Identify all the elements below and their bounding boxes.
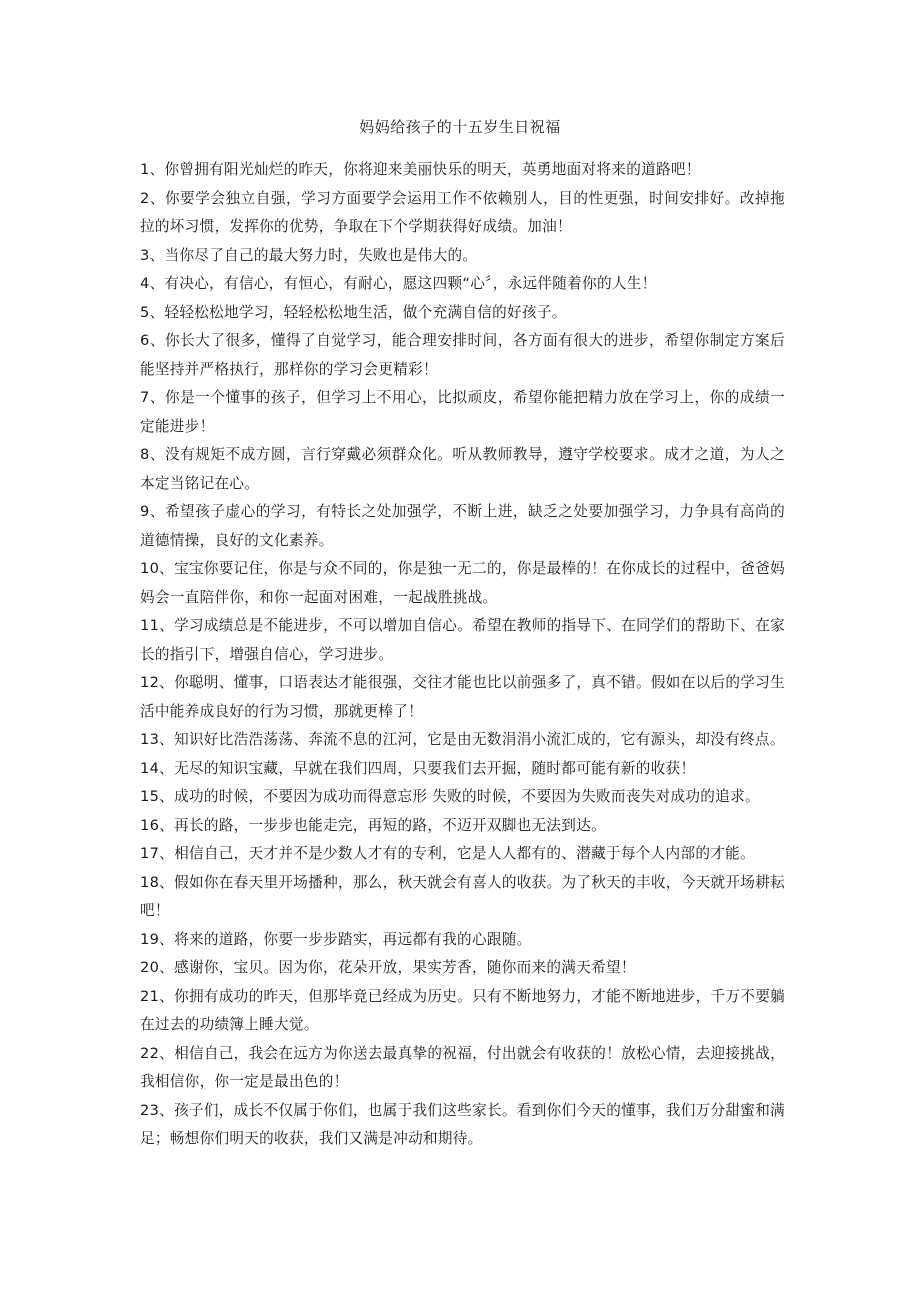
list-item-2: 2、你要学会独立自强，学习方面要学会运用工作不依赖别人，目的性更强，时间安排好。改掉拖拉的坏习惯，发挥你的优势，争取在下个学期获得好成绩。加油！ <box>140 189 785 235</box>
list-item-20: 20、感谢你，宝贝。因为你，花朵开放，果实芳香，随你而来的满天希望！ <box>140 959 636 976</box>
list-item-4: 4、有决心，有信心，有恒心，有耐心，愿这四颗“心〞，永远伴随着你的人生！ <box>140 275 657 292</box>
list-item-17: 17、相信自己，天才并不是少数人才有的专利，它是人人都有的、潜藏于每个人内部的才能。 <box>140 845 755 862</box>
list-item-22: 22、相信自己，我会在远方为你送去最真挚的祝福，付出就会有收获的！放松心情，去迎接挑战，我相信你，你一定是最出色的！ <box>140 1044 785 1090</box>
list-item-11: 11、学习成绩总是不能进步，不可以增加自信心。希望在教师的指导下、在同学们的帮助下、在家长的指引下，增强自信心，学习进步。 <box>140 617 785 663</box>
list-item-7: 7、你是一个懂事的孩子，但学习上不用心，比拟顽皮，希望你能把精力放在学习上，你的成绩一定能进步！ <box>140 389 785 435</box>
list-item-5: 5、轻轻松松地学习，轻轻松松地生活，做个充满自信的好孩子。 <box>140 303 567 321</box>
list-item-23: 23、孩子们，成长不仅属于你们，也属于我们这些家长。看到你们今天的懂事，我们万分甜蜜和满足；畅想你们明天的收获，我们又满是冲动和期待。 <box>140 1101 785 1147</box>
list-item-12: 12、你聪明、懂事，口语表达才能很强，交往才能也比以前强多了，真不错。假如在以后的学习生活中能养成良好的行为习惯，那就更棒了！ <box>140 674 785 720</box>
list-item-10: 10、宝宝你要记住，你是与众不同的，你是独一无二的，你是最棒的！在你成长的过程中，爸爸妈妈会一直陪伴你，和你一起面对困难，一起战胜挑战。 <box>140 560 785 606</box>
document-title: 妈妈给孩子的十五岁生日祝福 <box>359 118 561 136</box>
list-item-16: 16、再长的路，一步步也能走完，再短的路，不迈开双脚也无法到达。 <box>140 816 606 834</box>
list-item-15: 15、成功的时候，不要因为成功而得意忘形 失败的时候，不要因为失败而丧失对成功的追求。 <box>140 788 760 805</box>
list-item-14: 14、无尽的知识宝藏，早就在我们四周，只要我们去开掘，随时都可能有新的收获！ <box>140 759 696 777</box>
list-item-18: 18、假如你在春天里开场播种，那么，秋天就会有喜人的收获。为了秋天的丰收，今天就开场耕耘吧！ <box>140 873 785 919</box>
document-body <box>140 156 785 1154</box>
list-item-8: 8、没有规矩不成方圆，言行穿戴必须群众化。听从教师教导，遵守学校要求。成才之道，为人之本定当铭记在心。 <box>140 446 785 492</box>
list-item-13: 13、知识好比浩浩荡荡、奔流不息的江河，它是由无数涓涓小流汇成的，它有源头，却没有终点。 <box>140 731 785 748</box>
list-item-19: 19、将来的道路，你要一步步踏实，再远都有我的心跟随。 <box>140 930 532 948</box>
list-item-9: 9、希望孩子虚心的学习，有特长之处加强学，不断上进，缺乏之处要加强学习，力争具有高尚的道德情操，良好的文化素养。 <box>140 503 785 549</box>
list-item-3: 3、当你尽了自己的最大努力时，失败也是伟大的。 <box>140 246 478 264</box>
list-item-1: 1、你曾拥有阳光灿烂的昨天，你将迎来美丽快乐的明天，英勇地面对将来的道路吧！ <box>140 161 701 178</box>
list-item-6: 6、你长大了很多，懂得了自觉学习，能合理安排时间，各方面有很大的进步，希望你制定方案后能坚持并严格执行，那样你的学习会更精彩！ <box>140 332 785 378</box>
list-item-21: 21、你拥有成功的昨天，但那毕竟已经成为历史。只有不断地努力，才能不断地进步，千万不要躺在过去的功绩簿上睡大觉。 <box>140 987 785 1033</box>
